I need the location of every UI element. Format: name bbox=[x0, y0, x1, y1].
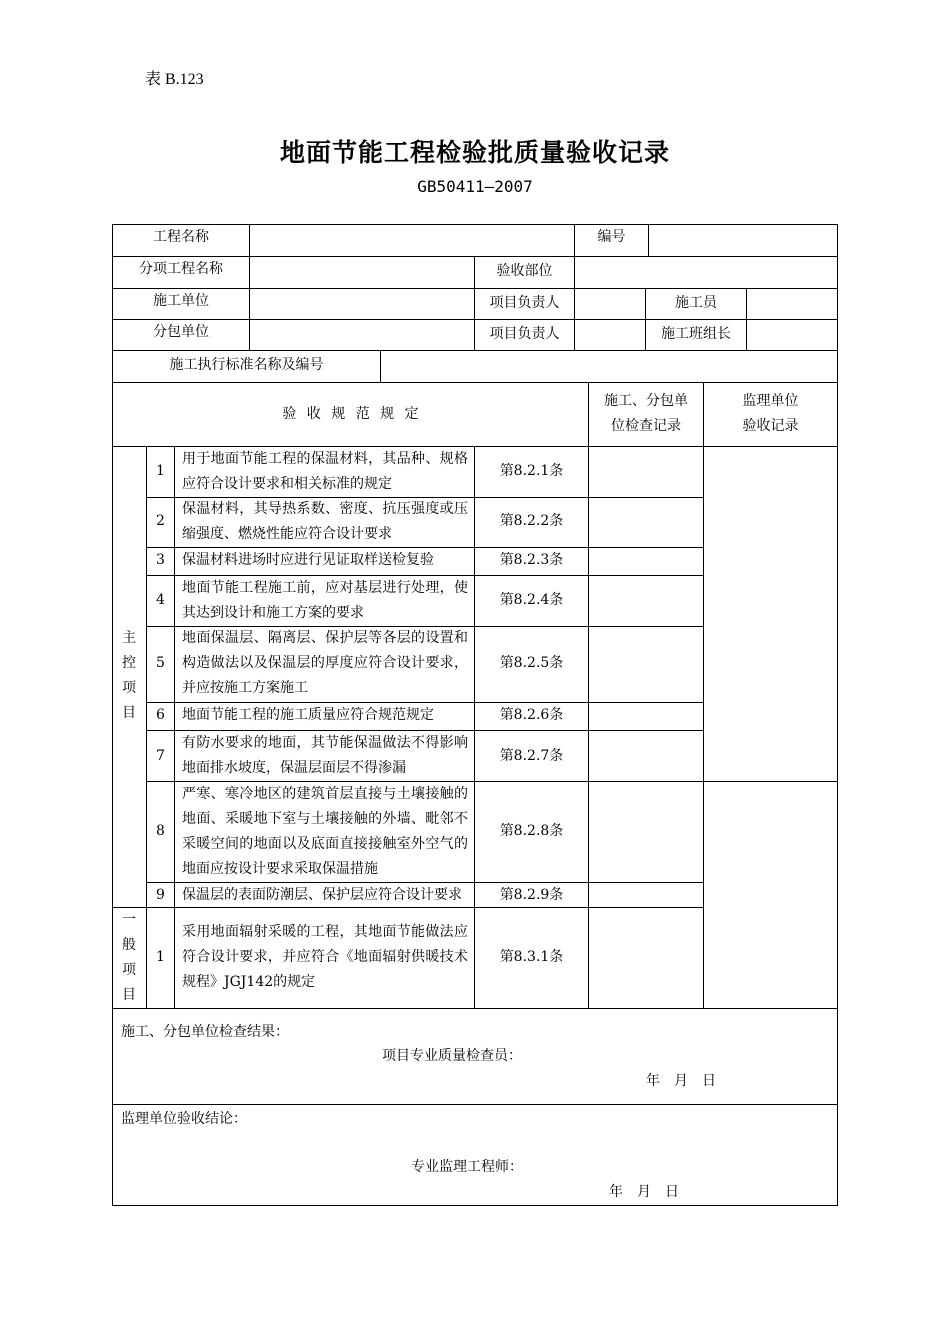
column-check-line2: 位检查记录 bbox=[611, 418, 681, 434]
item-clause: 第8.2.4条 bbox=[499, 592, 564, 608]
label-accept-part: 验收部位 bbox=[496, 263, 553, 279]
item-clause: 第8.2.6条 bbox=[499, 707, 564, 723]
item-text: 采用地面辐射采暖的工程，其地面节能做法应符合设计要求，并应符合《地面辐射供暖技术规程》JGJ142的规定 bbox=[182, 924, 468, 990]
item-text: 地面节能工程施工前，应对基层进行处理，使其达到设计和施工方案的要求 bbox=[182, 580, 468, 621]
label-number: 编号 bbox=[597, 229, 626, 245]
item-no: 2 bbox=[156, 513, 165, 529]
conclusion-label: 监理单位验收结论： bbox=[121, 1111, 247, 1127]
label-project-manager: 项目负责人 bbox=[489, 295, 560, 311]
item-text: 保温材料进场时应进行见证取样送检复验 bbox=[182, 552, 434, 568]
label-project-manager-2: 项目负责人 bbox=[489, 326, 560, 342]
item-clause: 第8.2.9条 bbox=[499, 887, 564, 903]
item-text: 地面保温层、隔离层、保护层等各层的设置和构造做法以及保温层的厚度应符合设计要求，并应按施工方案施工 bbox=[182, 630, 468, 696]
section-main-control: 主 控 项 目 bbox=[122, 630, 136, 721]
item-no: 1 bbox=[156, 949, 165, 965]
item-text: 用于地面节能工程的保温材料，其品种、规格应符合设计要求和相关标准的规定 bbox=[182, 451, 468, 492]
column-check-line1: 施工、分包单 bbox=[604, 393, 688, 409]
item-text: 有防水要求的地面，其节能保温做法不得影响地面排水坡度，保温层面层不得渗漏 bbox=[182, 735, 468, 776]
item-no: 5 bbox=[156, 655, 165, 671]
item-no: 8 bbox=[156, 823, 165, 839]
column-supervise-line2: 验收记录 bbox=[742, 418, 799, 434]
item-text: 严寒、寒冷地区的建筑首层直接与土壤接触的地面、采暖地下室与土壤接触的外墙、毗邻不采暖空间的地面以及底面直接接触室外空气的地面应按设计要求采取保温措施 bbox=[182, 786, 468, 877]
item-text: 地面节能工程的施工质量应符合规范规定 bbox=[182, 707, 434, 723]
column-spec: 验 收 规 范 规 定 bbox=[282, 406, 419, 422]
item-clause: 第8.2.2条 bbox=[499, 513, 564, 529]
inspector-label: 项目专业质量检查员： bbox=[382, 1048, 522, 1064]
table-number: 表 B.123 bbox=[145, 71, 204, 88]
standard-code: GB50411—2007 bbox=[417, 177, 533, 196]
item-no: 3 bbox=[156, 552, 165, 568]
item-clause: 第8.2.8条 bbox=[499, 823, 564, 839]
item-text: 保温材料，其导热系数、密度、抗压强度或压缩强度、燃烧性能应符合设计要求 bbox=[182, 501, 468, 542]
item-clause: 第8.3.1条 bbox=[499, 949, 564, 965]
section-general: 一 般 项 目 bbox=[122, 912, 136, 1003]
item-clause: 第8.2.7条 bbox=[499, 748, 564, 764]
item-no: 6 bbox=[156, 707, 165, 723]
item-no: 9 bbox=[156, 887, 165, 903]
label-exec-standard: 施工执行标准名称及编号 bbox=[169, 357, 324, 373]
label-constructor: 施工员 bbox=[675, 295, 717, 311]
engineer-label: 专业监理工程师： bbox=[411, 1159, 523, 1175]
date-line-2: 年 月 日 bbox=[609, 1184, 679, 1200]
label-subcontractor: 分包单位 bbox=[153, 324, 209, 340]
document-title: 地面节能工程检验批质量验收记录 bbox=[279, 138, 670, 167]
item-clause: 第8.2.3条 bbox=[499, 552, 564, 568]
label-construction-unit: 施工单位 bbox=[153, 293, 209, 309]
item-no: 4 bbox=[156, 592, 165, 608]
item-text: 保温层的表面防潮层、保护层应符合设计要求 bbox=[182, 887, 462, 903]
item-clause: 第8.2.5条 bbox=[499, 655, 564, 671]
item-no: 7 bbox=[156, 748, 165, 764]
label-project-name: 工程名称 bbox=[153, 229, 209, 245]
item-clause: 第8.2.1条 bbox=[499, 463, 564, 479]
item-no: 1 bbox=[156, 463, 165, 479]
check-result-label: 施工、分包单位检查结果： bbox=[121, 1024, 289, 1040]
column-supervise-line1: 监理单位 bbox=[742, 393, 799, 409]
label-team-leader: 施工班组长 bbox=[661, 326, 731, 342]
date-line-1: 年 月 日 bbox=[646, 1073, 716, 1089]
label-sub-project: 分项工程名称 bbox=[139, 261, 223, 277]
